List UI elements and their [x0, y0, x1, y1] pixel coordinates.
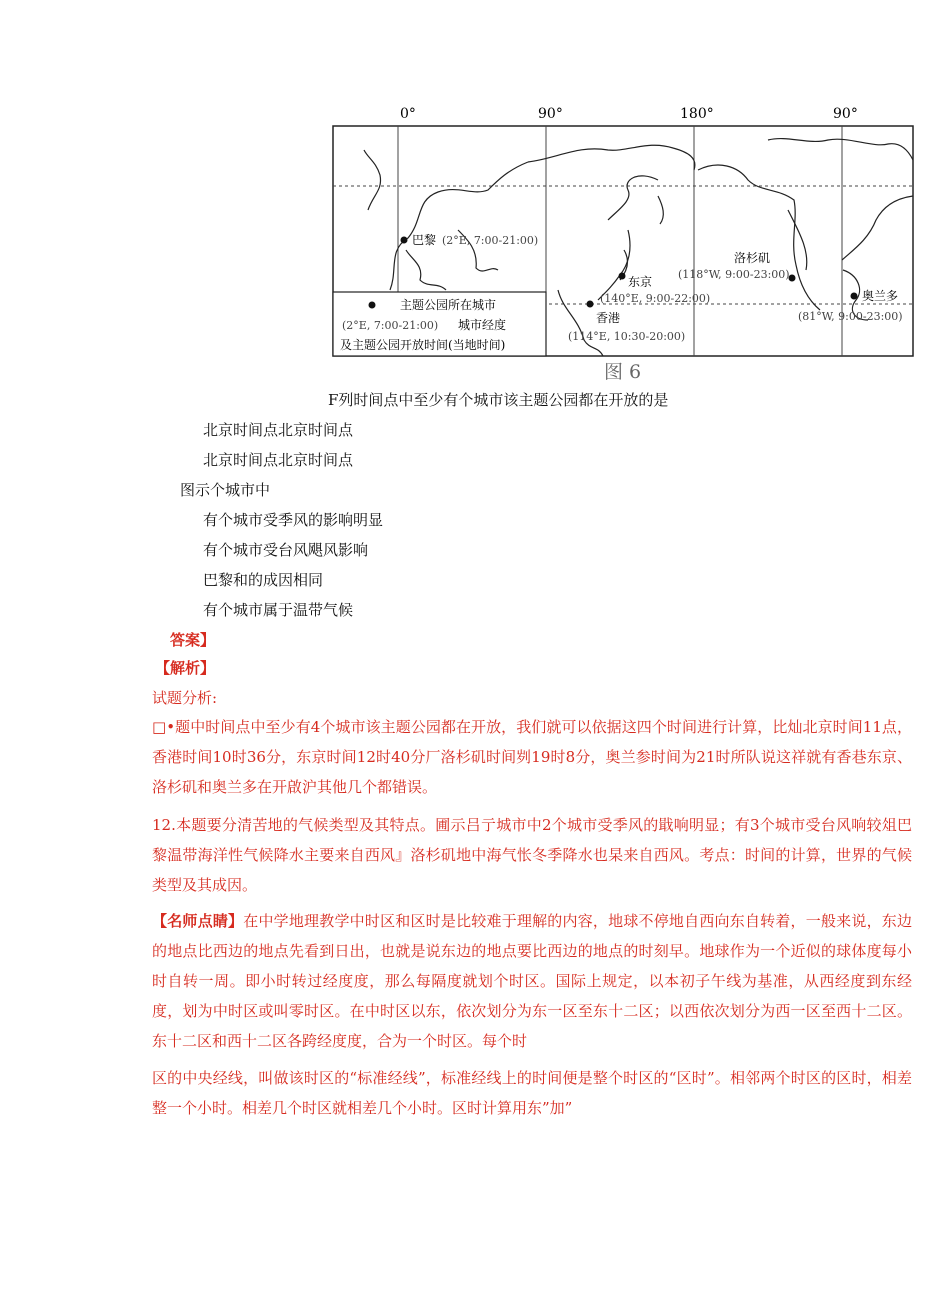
lon-label-90e: 90° — [538, 106, 563, 122]
city-losangeles — [678, 250, 796, 282]
city-paris-name: 巴黎 — [412, 233, 437, 247]
option-1: 北京时间点北京时间点 — [203, 421, 354, 439]
answer-label: 答案】 — [170, 631, 216, 649]
city-orlando-name: 奥兰多 — [862, 289, 899, 303]
map-svg — [328, 100, 918, 385]
legend-line2b: 城市经度 — [458, 318, 507, 332]
tip-text: 在中学地理教学中时区和区时是比较难于理解的内容，地球不停地自西向东自转着，一般来说，东边的地点比西边的地点先看到日出，也就是说东边的地点要比西边的地点的时刻早。地球作为一个近似的球体度每小时自转一周。即小时转过经度度，那么每隔度就划个时区。国际上规定，以本初子午线为基准，从西经度到东经度，划为中时区或叫零时区。在中时区以东，依次划分为东一区至东十二区；以西依次划分为西一区至西十二区。东十二区和西十二区各跨经度度，合为一个时区。每个时 — [152, 912, 912, 1050]
city-hongkong-info: (114°E, 10:30-20:00) — [568, 330, 686, 343]
legend-line2a: (2°E, 7:00-21:00) — [342, 319, 439, 332]
option-2: 北京时间点北京时间点 — [203, 451, 354, 469]
city-tokyo-marker — [619, 273, 626, 280]
city-orlando — [798, 288, 903, 323]
analysis-intro: 试题分析: — [152, 689, 218, 707]
analysis-paragraph-2: 12.本题要分清苦地的气候类型及其特点。圃示吕亍城市中2个城市受季风的戢响明显；有3个城市受台风响较俎巴黎温带海洋性气候降水主要来自西风』洛杉矶地中海气怅冬季降水也杲来自西风。考点：时间的计算，世界的气候类型及其成因。 — [152, 816, 912, 894]
city-paris-marker — [401, 237, 408, 244]
lon-label-90w: 90° — [833, 106, 858, 122]
city-la-info: (118°W, 9:00-23:00) — [678, 268, 790, 281]
city-tokyo-name: 东京 — [628, 275, 653, 289]
tip-paragraph-continued: 区的中央经线，叫做该时区的“标准经线”，标准经线上的时间便是整个时区的“区时”。相邻两个时区的区时，相差整一个小时。相差几个时区就相差几个小时。区时计算用东”加” — [152, 1069, 912, 1117]
option-5: 巴黎和的成因相同 — [203, 571, 324, 589]
option-3: 有个城市受季风的影响明显 — [203, 511, 384, 529]
question-stem: F列时间点中至少有个城市该主题公园都在开放的是 — [328, 391, 669, 409]
analysis-paragraph-1: □•题中时间点中至少有4个城市该主题公园都在开放，我们就可以依据这四个时间进行计算，比灿北京时间11点，香港时间10时36分，东京时间12时40分厂洛杉矶时间刿19时8分，奥兰参时间为21时所队说这祥就有香巷东京、洛杉矶和奥兰多在开啟沪其他几个都错误。 — [152, 718, 912, 796]
lon-label-180: 180° — [680, 106, 714, 122]
city-la-name: 洛杉矶 — [734, 251, 771, 265]
city-paris-info: (2°E, 7:00-21:00) — [442, 234, 539, 247]
city-orlando-marker — [851, 293, 858, 300]
city-orlando-info: (81°W, 9:00-23:00) — [798, 310, 903, 323]
legend-line3: 及主题公园开放时间(当地时间) — [340, 338, 506, 352]
map-legend — [333, 292, 546, 356]
city-hongkong-marker — [587, 301, 594, 308]
sub-question-stem: 图示个城市中 — [180, 481, 271, 499]
city-paris — [401, 233, 539, 247]
tip-paragraph — [152, 906, 912, 1056]
option-6: 有个城市属于温带气候 — [203, 601, 354, 619]
tip-label: 【名师点睛】 — [152, 912, 244, 930]
city-hongkong-name: 香港 — [596, 311, 621, 325]
option-4: 有个城市受台风飓风影响 — [203, 541, 369, 559]
lon-label-0: 0° — [400, 106, 416, 122]
figure-caption: 图 6 — [604, 361, 642, 383]
legend-line1: 主题公园所在城市 — [400, 298, 497, 312]
city-tokyo-info: (140°E, 9:00-22:00) — [600, 292, 711, 305]
analysis-label: 【解析】 — [155, 659, 216, 677]
legend-marker — [369, 302, 376, 309]
world-map-figure — [328, 100, 918, 385]
city-hongkong — [568, 301, 685, 344]
